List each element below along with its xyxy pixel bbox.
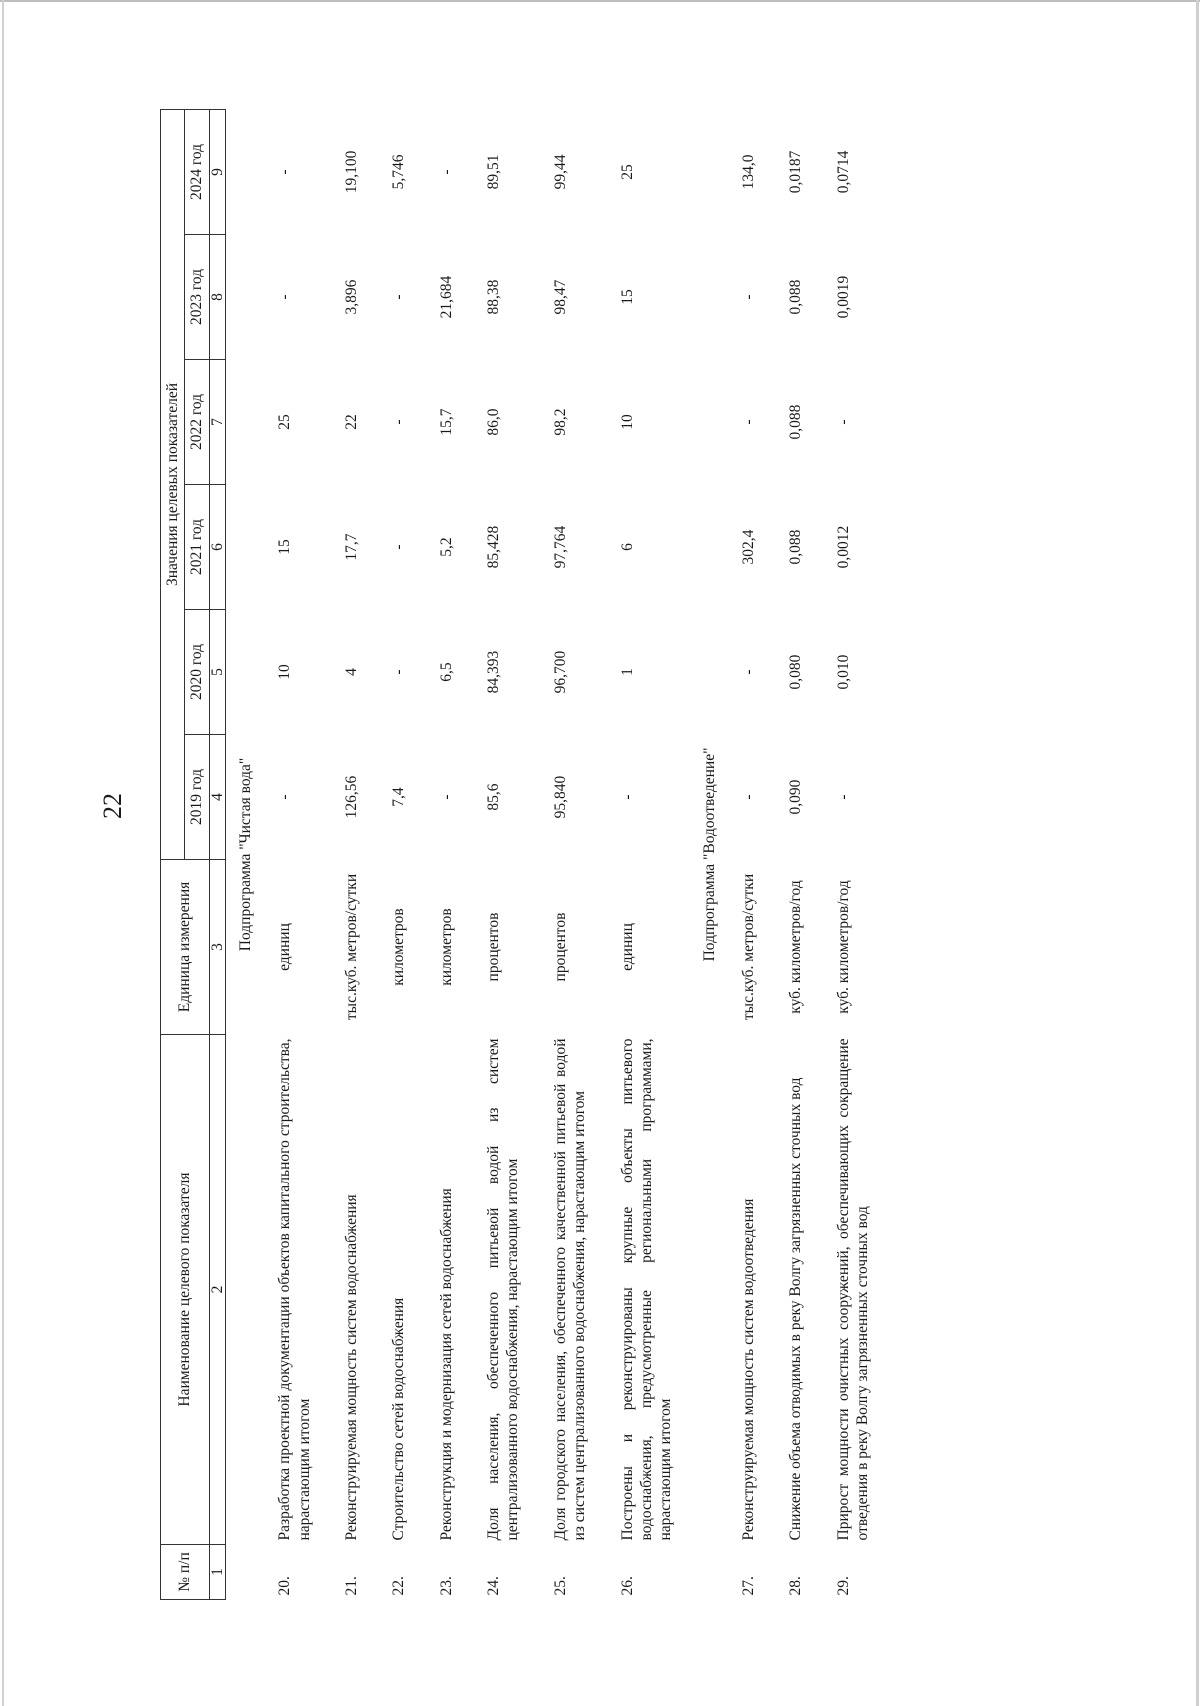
row-value: -: [276, 294, 294, 300]
row-name: Доля городского населения, обеспеченного качественной питьевой водой из систем централизованного водоснабжения, нарастающим итогом: [551, 1038, 589, 1541]
row-unit: куб. километров/год: [787, 880, 805, 1014]
indicators-table: [160, 109, 887, 1600]
row-value: 10: [618, 414, 636, 430]
row-name: Реконструкция и модернизация сетей водоснабжения: [437, 1188, 455, 1541]
row-unit: куб. километров/год: [834, 880, 852, 1014]
header-year: 2024 год: [185, 109, 209, 234]
table-row: [375, 109, 422, 1599]
row-num: 26.: [618, 1576, 636, 1596]
header-unit: Единица измерения: [161, 860, 210, 1035]
row-value: 7,4: [390, 787, 408, 807]
row-num: 24.: [485, 1576, 502, 1596]
row-value: 17,7: [342, 533, 360, 561]
row-value: 0,088: [787, 529, 805, 565]
column-number: 3: [209, 860, 225, 1035]
row-num: 20.: [276, 1576, 294, 1596]
row-unit: единиц: [276, 923, 294, 971]
column-number: 6: [209, 485, 225, 610]
row-num: 27.: [740, 1576, 757, 1596]
column-number: 1: [209, 1545, 225, 1600]
row-unit: тыс.куб. метров/сутки: [740, 873, 757, 1021]
column-number: 5: [209, 610, 225, 735]
header-year: 2021 год: [185, 485, 209, 610]
section-row: [690, 109, 725, 1599]
row-unit: процентов: [551, 912, 569, 982]
header-year: 2022 год: [185, 360, 209, 485]
row-value: 22: [342, 414, 360, 430]
row-value: -: [390, 419, 408, 425]
row-value: 0,010: [834, 654, 852, 690]
row-num: 23.: [437, 1576, 455, 1596]
row-num: 29.: [834, 1576, 852, 1596]
section-title: Подпрограмма "Водоотведение": [700, 747, 718, 962]
row-value: 21,684: [437, 275, 455, 319]
row-name: Строительство сетей водоснабжения: [390, 1297, 408, 1541]
table-row: [725, 109, 772, 1599]
header-year: 2019 год: [185, 735, 209, 860]
header-year: 2020 год: [185, 610, 209, 735]
column-number: 8: [209, 235, 225, 360]
page-number: 22: [98, 793, 127, 819]
row-unit: километров: [437, 908, 455, 986]
row-name: Реконструируемая мощность систем водоотведения: [740, 1198, 757, 1541]
row-value: 89,51: [485, 154, 502, 190]
row-value: -: [740, 294, 757, 300]
row-value: 15: [276, 539, 294, 555]
table-row: [470, 109, 537, 1599]
table-row: [820, 109, 887, 1599]
row-value: 126,56: [342, 775, 360, 819]
scan-edge-left: [2, 0, 4, 1706]
header-year: 2023 год: [185, 235, 209, 360]
row-value: -: [740, 419, 757, 425]
scan-edge-right: [1196, 0, 1199, 1706]
row-value: 85,428: [485, 525, 502, 569]
row-value: 0,090: [787, 779, 805, 815]
row-value: -: [740, 794, 757, 800]
row-unit: километров: [390, 908, 408, 986]
row-value: -: [390, 669, 408, 675]
row-value: 0,0187: [787, 150, 805, 194]
column-number: 7: [209, 360, 225, 485]
row-value: -: [390, 544, 408, 550]
table-row: [261, 109, 328, 1599]
row-value: 88,38: [485, 279, 502, 315]
row-name: Разработка проектной документации объектов капитального строительства, нарастающим итогом: [276, 1038, 313, 1541]
row-value: 25: [276, 414, 294, 430]
row-value: 98,47: [551, 279, 569, 315]
table-row: [537, 109, 604, 1599]
row-value: -: [437, 794, 455, 800]
header-num: № п/п: [161, 1545, 210, 1600]
row-value: -: [437, 169, 455, 175]
row-value: -: [618, 794, 636, 800]
table-body: [225, 109, 886, 1599]
header-name: Наименование целевого показателя: [161, 1035, 210, 1545]
row-value: 1: [618, 668, 636, 676]
row-value: 6: [618, 543, 636, 551]
row-value: 0,080: [787, 654, 805, 690]
row-value: 15,7: [437, 408, 455, 436]
row-value: 5,746: [390, 154, 408, 190]
row-value: -: [834, 794, 852, 800]
row-value: -: [276, 794, 294, 800]
row-value: 6,5: [437, 662, 455, 682]
row-value: 134,0: [740, 154, 757, 190]
row-value: 85,6: [485, 783, 502, 811]
column-number: 9: [209, 109, 225, 234]
row-name: Прирост мощности очистных сооружений, обеспечивающих сокращение отведения в реку Волгу загрязненных сточных вод: [834, 1038, 872, 1541]
row-value: -: [390, 294, 408, 300]
row-value: 0,088: [787, 279, 805, 315]
row-value: 98,2: [551, 408, 569, 436]
row-value: 0,0012: [834, 525, 852, 569]
row-value: 5,2: [437, 537, 455, 557]
row-name: Доля населения, обеспеченного питьевой водой из систем централизованного водоснабжения, нарастающим итогом: [485, 1038, 522, 1541]
row-value: 19,100: [342, 150, 360, 194]
rotated-sheet: [160, 0, 1040, 1600]
row-num: 21.: [342, 1576, 360, 1596]
row-value: 0,0714: [834, 150, 852, 194]
row-unit: тыс.куб. метров/сутки: [342, 873, 360, 1021]
row-value: 96,700: [551, 650, 569, 694]
header-values-group: Значения целевых показателей: [161, 109, 185, 859]
row-value: 97,764: [551, 525, 569, 569]
row-unit: единиц: [618, 923, 636, 971]
table-row: [772, 109, 819, 1599]
row-value: -: [834, 419, 852, 425]
row-value: 0,0019: [834, 275, 852, 319]
row-num: 22.: [390, 1576, 408, 1596]
column-number: 2: [209, 1035, 225, 1545]
column-number: 4: [209, 735, 225, 860]
row-name: Построены и реконструированы крупные объекты питьевого водоснабжения, предусмотренные региональными программами, нарастающим итогом: [618, 1038, 675, 1541]
row-value: 86,0: [485, 408, 502, 436]
row-value: 15: [618, 289, 636, 305]
row-value: 95,840: [551, 775, 569, 819]
row-num: 28.: [787, 1576, 805, 1596]
row-value: -: [740, 669, 757, 675]
row-value: 84,393: [485, 650, 502, 694]
row-unit: процентов: [485, 912, 502, 982]
row-value: 25: [618, 164, 636, 180]
section-title: Подпрограмма "Чистая вода": [236, 757, 254, 952]
table-row: [328, 109, 375, 1599]
row-value: 99,44: [551, 154, 569, 190]
table-header: [161, 109, 226, 1599]
row-value: 4: [342, 668, 360, 676]
row-num: 25.: [551, 1576, 569, 1596]
row-value: 302,4: [740, 529, 757, 565]
table-row: [423, 109, 470, 1599]
row-value: 0,088: [787, 404, 805, 440]
row-value: 3,896: [342, 279, 360, 315]
row-value: 10: [276, 664, 294, 680]
row-name: Реконструируемая мощность систем водоснабжения: [342, 1194, 360, 1541]
section-row: [225, 109, 261, 1599]
row-value: -: [276, 169, 294, 175]
row-name: Снижение объема отводимых в реку Волгу загрязненных сточных вод: [787, 1077, 805, 1541]
table-row: [604, 109, 690, 1599]
